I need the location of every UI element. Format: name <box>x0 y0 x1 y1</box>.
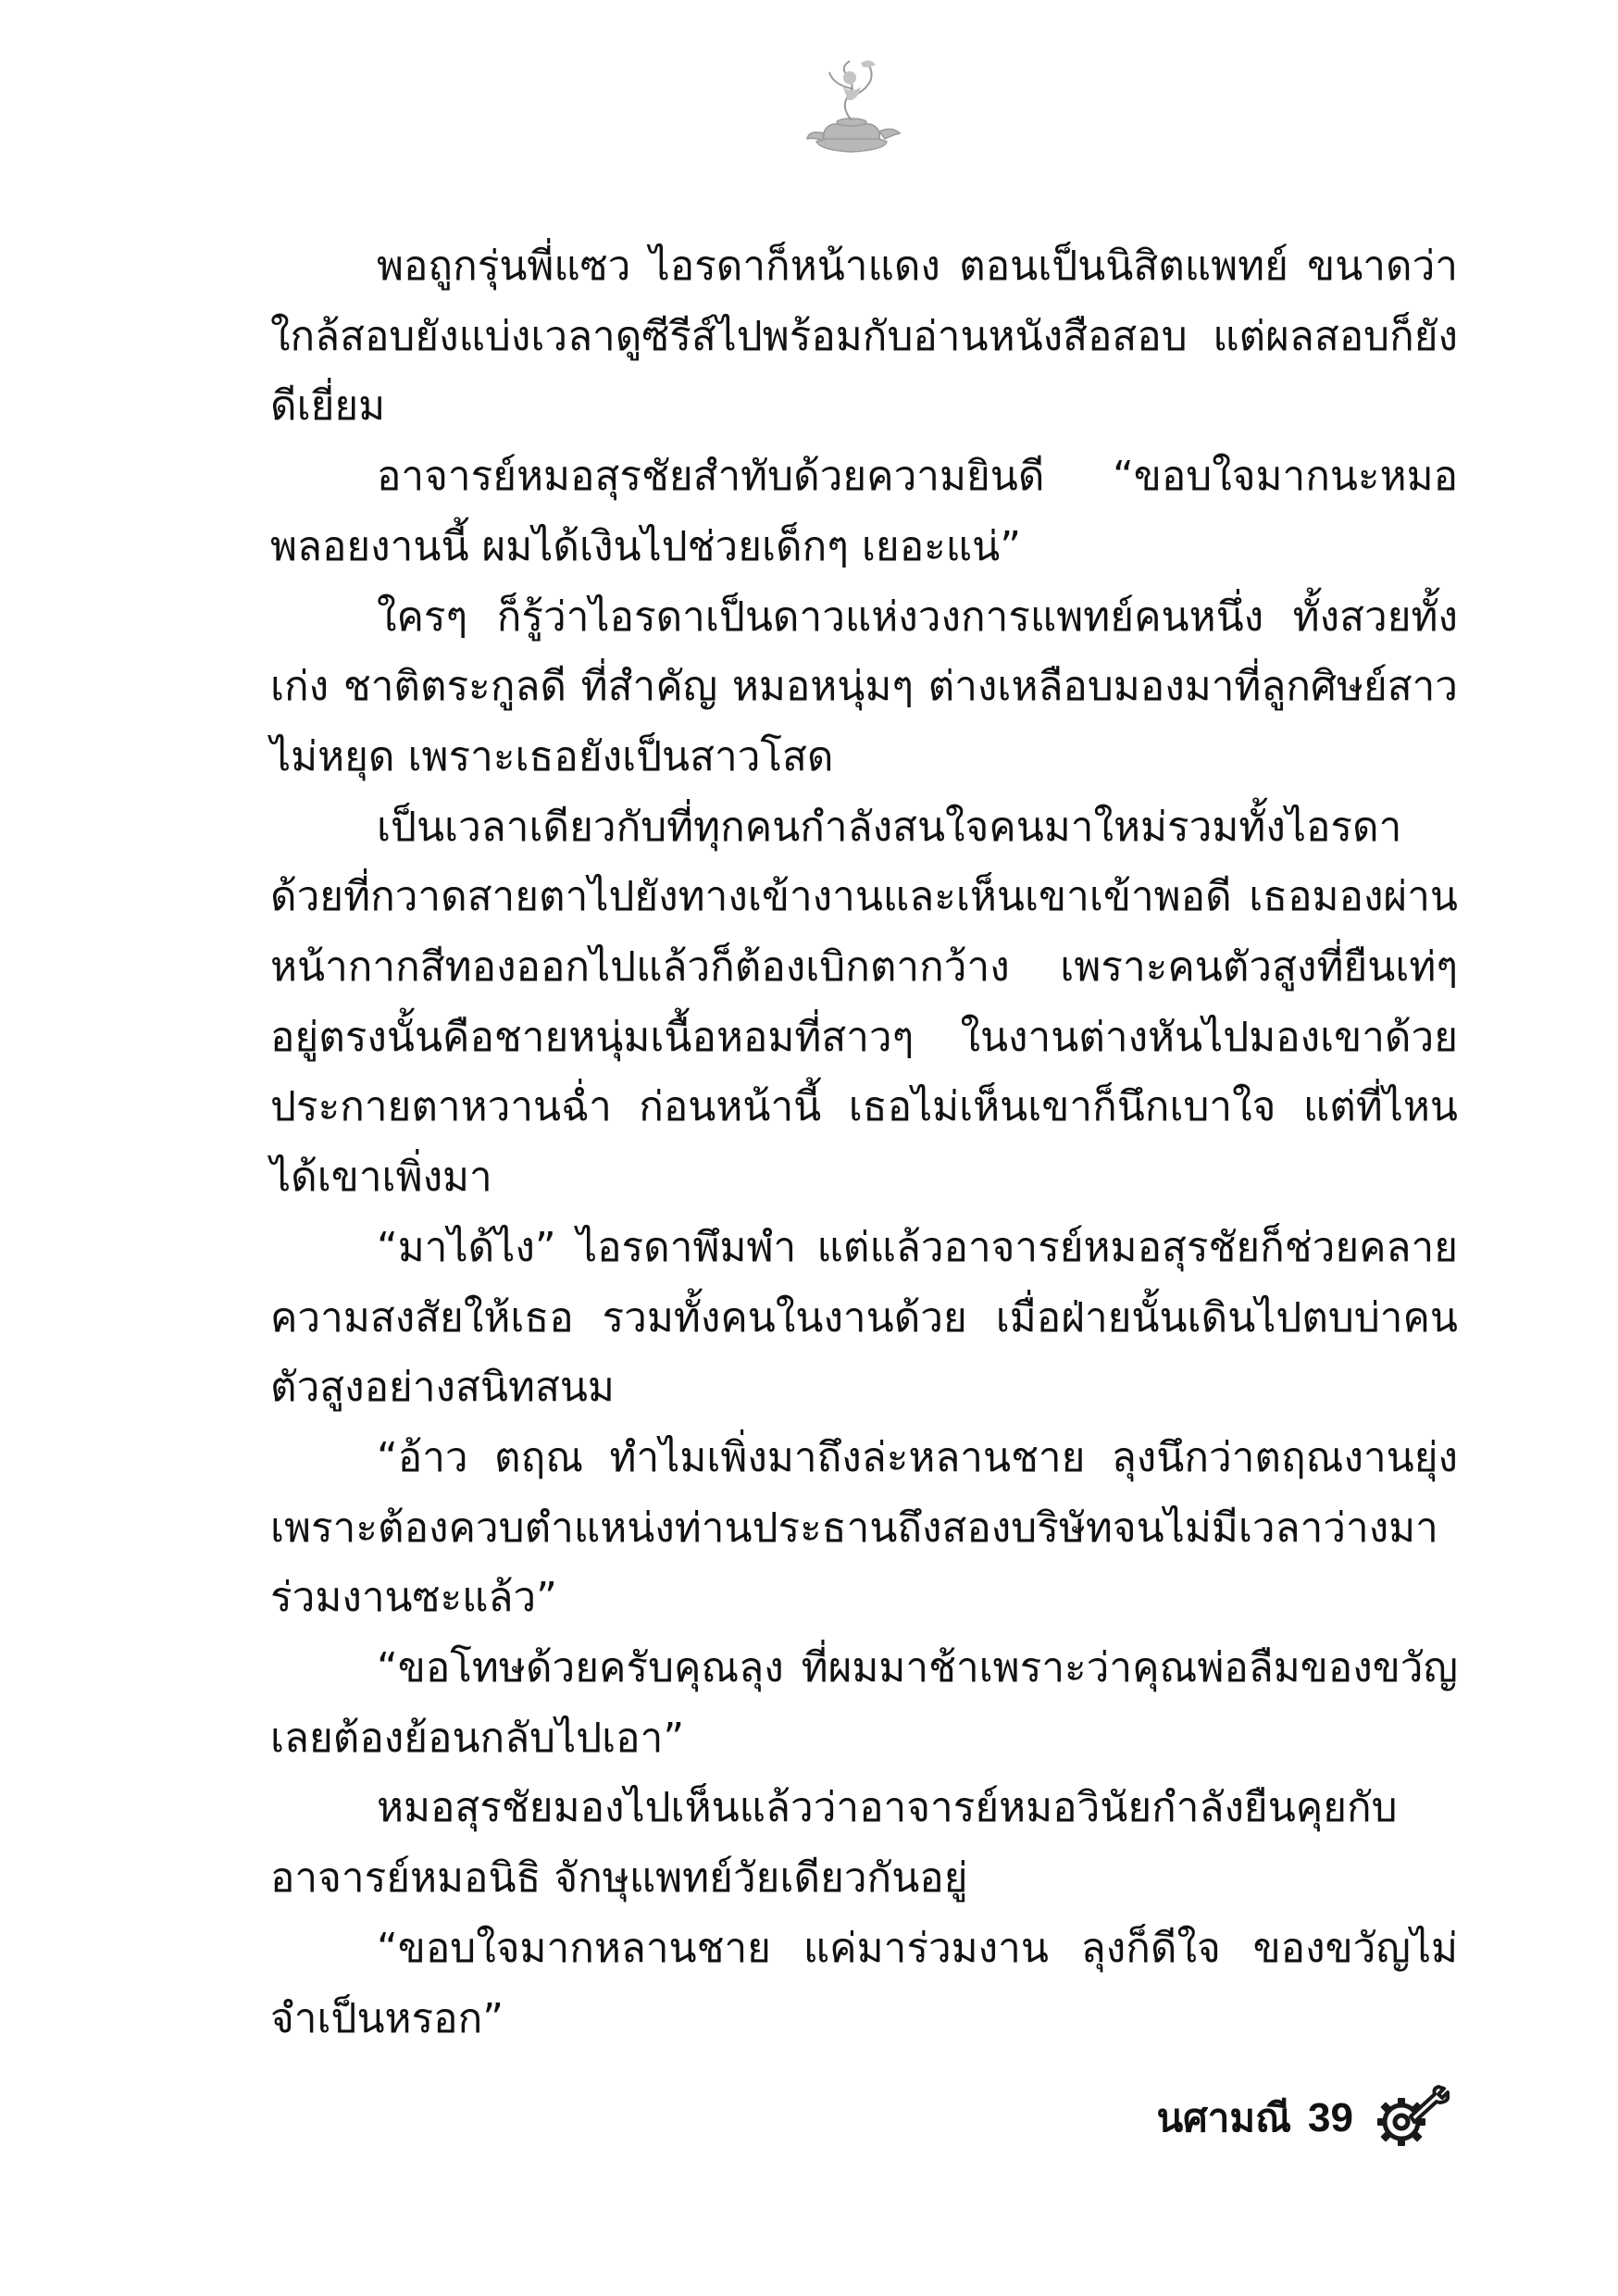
paragraph: “ขอโทษด้วยครับคุณลุง ที่ผมมาช้าเพราะว่าคุณพ่อลืมของขวัญเลยต้องย้อนกลับไปเอา” <box>270 1644 1458 1762</box>
gear-wrench-icon <box>1370 2085 1450 2152</box>
chapter-body <box>270 231 1458 2053</box>
paragraph: อาจารย์หมอสุรชัยสำทับด้วยความยินดี “ขอบใจมากนะหมอพลอยงานนี้ ผมได้เงินไปช่วยเด็กๆ เยอะแน่” <box>270 453 1458 570</box>
paragraph: “มาได้ไง” ไอรดาพึมพำ แต่แล้วอาจารย์หมอสุรชัยก็ช่วยคลายความสงสัยให้เธอ รวมทั้งคนในงานด้วย เมื่อฝ่ายนั้นเดินไปตบบ่าคนตัวสูงอย่างสนิทสนม <box>270 1223 1458 1412</box>
paragraph: “ขอบใจมากหลานชาย แค่มาร่วมงาน ลุงก็ดีใจ ของขวัญไม่จำเป็นหรอก” <box>270 1924 1458 2042</box>
paragraph: เป็นเวลาเดียวกับที่ทุกคนกำลังสนใจคนมาใหม่รวมทั้งไอรดาด้วยที่กวาดสายตาไปยังทางเข้างานและเห็นเขาเข้าพอดี เธอมองผ่านหน้ากากสีทองออกไปแล้วก็ต้องเบิกตากว้าง เพราะคนตัวสูงที่ยืนเท่ๆ อยู่ตรงนั้นคือชายหนุ่มเนื้อหอมที่สาวๆ ในงานต่างหันไปมองเขาด้วยประกายตาหวานฉ่ำ ก่อนหน้านี้ เธอไม่เห็นเขาก็นึกเบาใจ แต่ที่ไหนได้เขาเพิ่งมา <box>270 803 1458 1202</box>
genie-lamp-icon <box>796 54 907 163</box>
paragraph: “อ้าว ตฤณ ทำไมเพิ่งมาถึงล่ะหลานชาย ลุงนึกว่าตฤณงานยุ่งเพราะต้องควบตำแหน่งท่านประธานถึงสองบริษัทจนไม่มีเวลาว่างมาร่วมงานซะแล้ว” <box>270 1433 1458 1622</box>
paragraph: ใครๆ ก็รู้ว่าไอรดาเป็นดาวแห่งวงการแพทย์คนหนึ่ง ทั้งสวยทั้งเก่ง ชาติตระกูลดี ที่สำคัญ หมอหนุ่มๆ ต่างเหลือบมองมาที่ลูกศิษย์สาวไม่หยุด เพราะเธอยังเป็นสาวโสด <box>270 593 1458 780</box>
author-name: นศามณี <box>1156 2095 1292 2140</box>
page-number: 39 <box>1308 2095 1353 2140</box>
paragraph: พอถูกรุ่นพี่แซว ไอรดาก็หน้าแดง ตอนเป็นนิสิตแพทย์ ขนาดว่าใกล้สอบยังแบ่งเวลาดูซีรีส์ไปพร้อมกับอ่านหนังสือสอบ แต่ผลสอบก็ยังดีเยี่ยม <box>270 243 1458 430</box>
page-footer <box>1156 2081 1450 2155</box>
paragraph: หมอสุรชัยมองไปเห็นแล้วว่าอาจารย์หมอวินัยกำลังยืนคุยกับอาจารย์หมอนิธิ จักษุแพทย์วัยเดียวกันอยู่ <box>270 1784 1398 1903</box>
